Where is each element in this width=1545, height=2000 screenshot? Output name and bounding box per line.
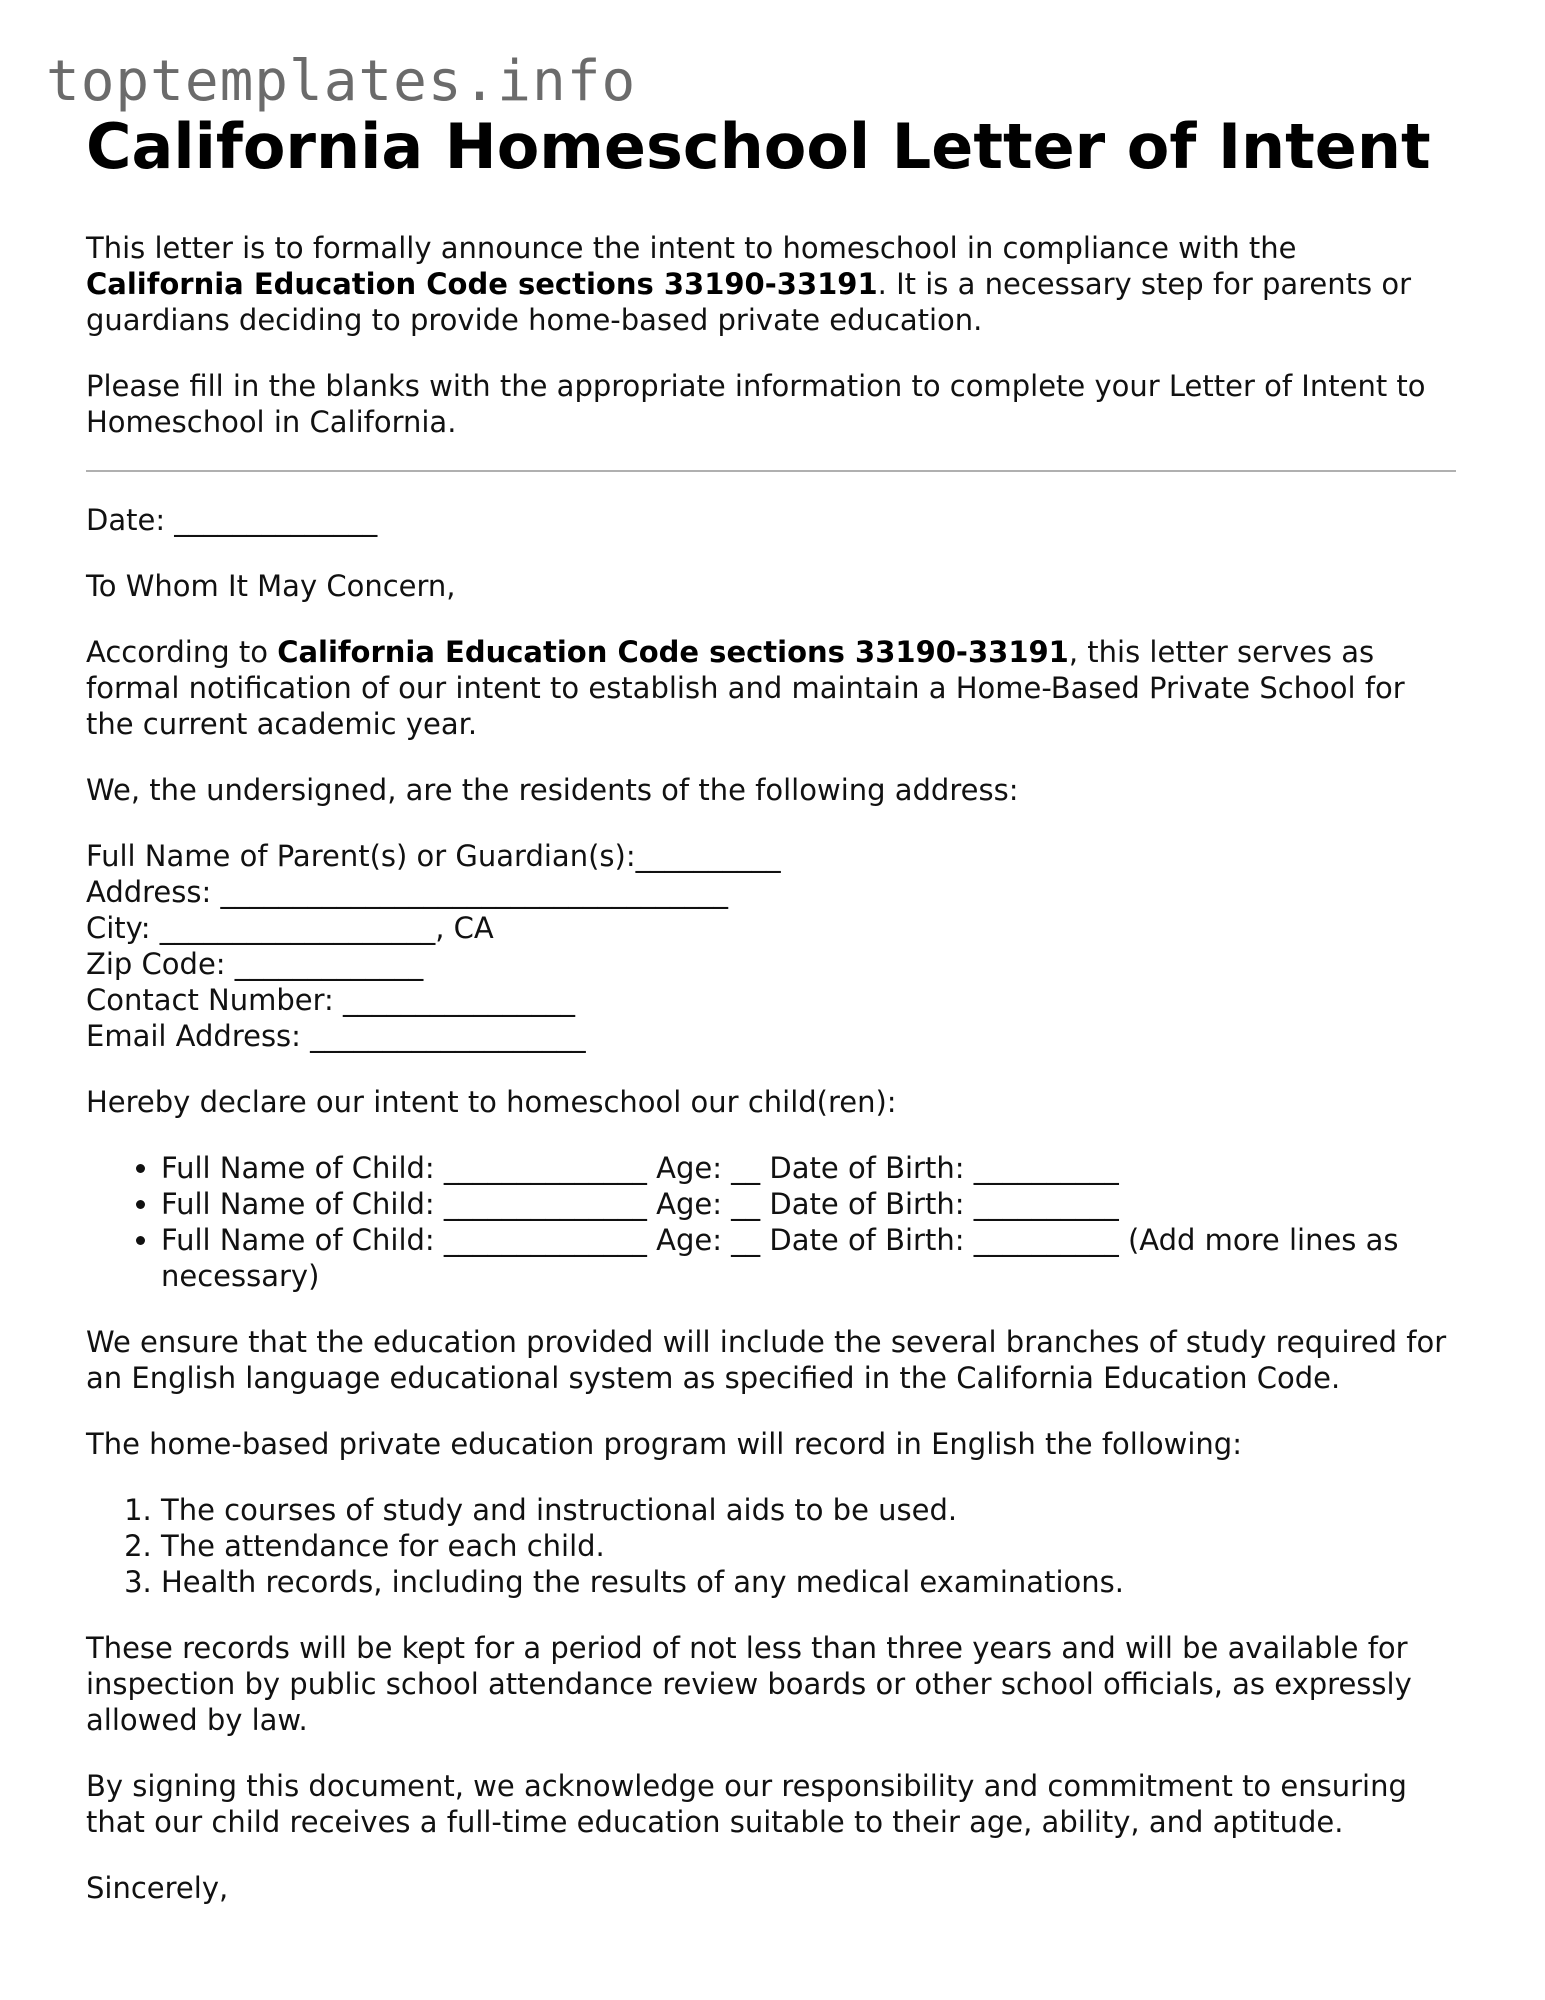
record-item: 2. The attendance for each child.: [161, 1528, 1456, 1564]
child-entry: • Full Name of Child: ______________ Age: __ Date of Birth: __________: [161, 1150, 1456, 1186]
children-list: [86, 1150, 1456, 1294]
document-title: California Homeschool Letter of Intent: [86, 110, 1431, 183]
closing: Sincerely,: [86, 1871, 229, 1905]
child-entry: • Full Name of Child: ______________ Age: __ Date of Birth: __________ (Add more lines as necessary): [161, 1222, 1456, 1294]
city-field: City: ___________________, CA: [86, 911, 494, 945]
declaration-paragraph: Hereby declare our intent to homeschool our child(ren):: [86, 1085, 897, 1119]
record-item: 3. Health records, including the results of any medical examinations.: [161, 1564, 1456, 1600]
section-divider: [86, 470, 1456, 472]
education-code-reference-2: California Education Code sections 33190-33191: [277, 635, 1069, 669]
records-list: [86, 1492, 1456, 1600]
notification-text-end: , this letter serves as formal notification of our intent to establish and maintain a Home-Based Private School for the current academic year.: [86, 635, 1405, 741]
notification-paragraph: [86, 634, 1456, 742]
address-field: Address: ___________________________________: [86, 875, 728, 909]
record-item: 1. The courses of study and instructional aids to be used.: [161, 1492, 1456, 1528]
intro-paragraph: [86, 230, 1456, 338]
child-entry: • Full Name of Child: ______________ Age: __ Date of Birth: __________: [161, 1186, 1456, 1222]
acknowledgement-paragraph: By signing this document, we acknowledge our responsibility and commitment to ensuring that our child receives a full-time education suitable to their age, ability, and aptitude.: [86, 1769, 1407, 1839]
notification-text-start: According to: [86, 635, 278, 669]
watermark-text: toptemplates.info: [46, 49, 637, 114]
curriculum-paragraph: We ensure that the education provided will include the several branches of study required for an English language educational system as specified in the California Education Code.: [86, 1325, 1447, 1395]
contact-number-field: Contact Number: ________________: [86, 983, 576, 1017]
retention-paragraph: These records will be kept for a period of not less than three years and will be available for inspection by public school attendance review boards or other school officials, as expressly allowed by law.: [86, 1631, 1412, 1737]
contact-fields: [86, 838, 1456, 1054]
records-intro-paragraph: The home-based private education program will record in English the following:: [86, 1427, 1242, 1461]
residents-paragraph: We, the undersigned, are the residents of the following address:: [86, 773, 1019, 807]
intro-text-start: This letter is to formally announce the intent to homeschool in compliance with the: [86, 231, 1297, 265]
zip-code-field: Zip Code: _____________: [86, 947, 424, 981]
education-code-reference: California Education Code sections 33190-33191: [86, 267, 878, 301]
date-field: Date: ______________: [86, 503, 378, 537]
intro-text-end: . It is a necessary step for parents or guardians deciding to provide home-based private education.: [86, 267, 1412, 337]
instructions-paragraph: Please fill in the blanks with the appropriate information to complete your Letter of Intent to Homeschool in California.: [86, 369, 1426, 439]
parent-name-field: Full Name of Parent(s) or Guardian(s):__________: [86, 839, 781, 873]
document-page: [86, 108, 1456, 1936]
email-address-field: Email Address: ___________________: [86, 1019, 586, 1053]
salutation: To Whom It May Concern,: [86, 569, 456, 603]
